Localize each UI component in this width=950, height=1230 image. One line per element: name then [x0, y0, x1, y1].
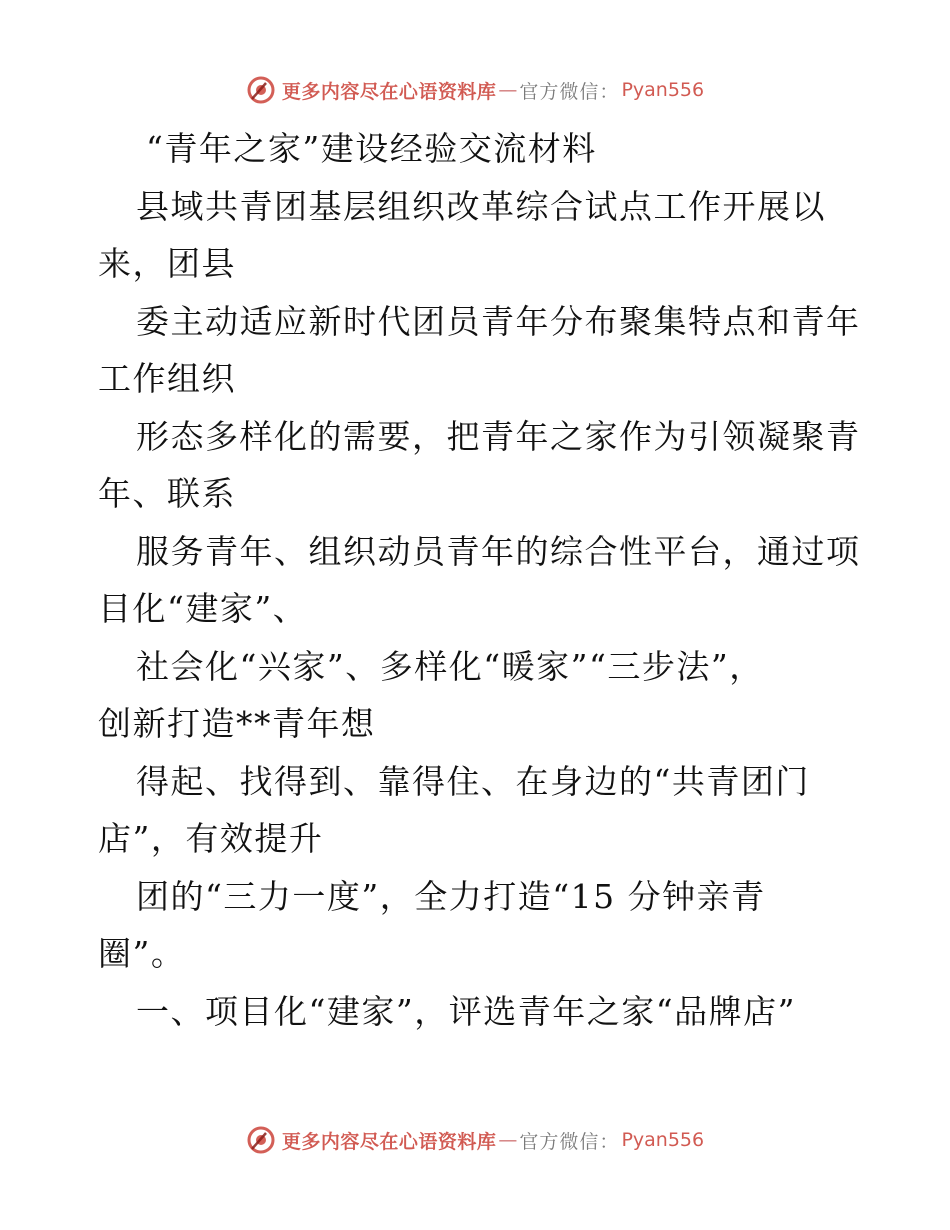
paragraph-line: 委主动适应新时代团员青年分布聚集特点和青年: [136, 301, 861, 341]
paragraph-line: 年、联系: [98, 474, 236, 513]
watermark-separator: —: [498, 79, 518, 101]
brand-logo-icon: [246, 75, 276, 105]
paragraph-line: 服务青年、组织动员青年的综合性平台，通过项: [136, 531, 861, 571]
paragraph-line: 县域共青团基层组织改革综合试点工作开展以: [136, 186, 826, 226]
document-body: [98, 120, 861, 1040]
paragraph-line: 得起、找得到、靠得住、在身边的“共青团门: [136, 761, 810, 801]
paragraph-line: 社会化“兴家”、多样化“暖家”“三步法”，: [136, 646, 764, 686]
paragraph-line: 店”，有效提升: [98, 819, 324, 858]
paragraph-line: 工作组织: [98, 359, 236, 398]
watermark-header: [0, 70, 950, 110]
watermark-sub-text: 官方微信：: [519, 80, 620, 103]
paragraph-line: 创新打造**青年想: [98, 704, 376, 743]
paragraph-line: 来，团县: [98, 244, 236, 283]
paragraph-line: 圈”。: [98, 934, 186, 973]
watermark-id: Pyan556: [621, 79, 705, 101]
watermark-sub-text: 官方微信：: [519, 1130, 620, 1153]
paragraph-line: 团的“三力一度”，全力打造“15 分钟亲青: [136, 876, 766, 916]
paragraph-line: 形态多样化的需要，把青年之家作为引领凝聚青: [136, 416, 861, 456]
document-title: “青年之家”建设经验交流材料: [146, 129, 597, 168]
section-heading: 一、项目化“建家”，评选青年之家“品牌店”: [136, 991, 796, 1031]
watermark-id: Pyan556: [621, 1129, 705, 1151]
watermark-main-text: 更多内容尽在心语资料库: [281, 80, 497, 103]
brand-logo-icon: [246, 1125, 276, 1155]
paragraph-line: 目化“建家”、: [98, 589, 308, 628]
watermark-separator: —: [498, 1129, 518, 1151]
watermark-main-text: 更多内容尽在心语资料库: [281, 1130, 497, 1153]
watermark-footer: [0, 1120, 950, 1160]
